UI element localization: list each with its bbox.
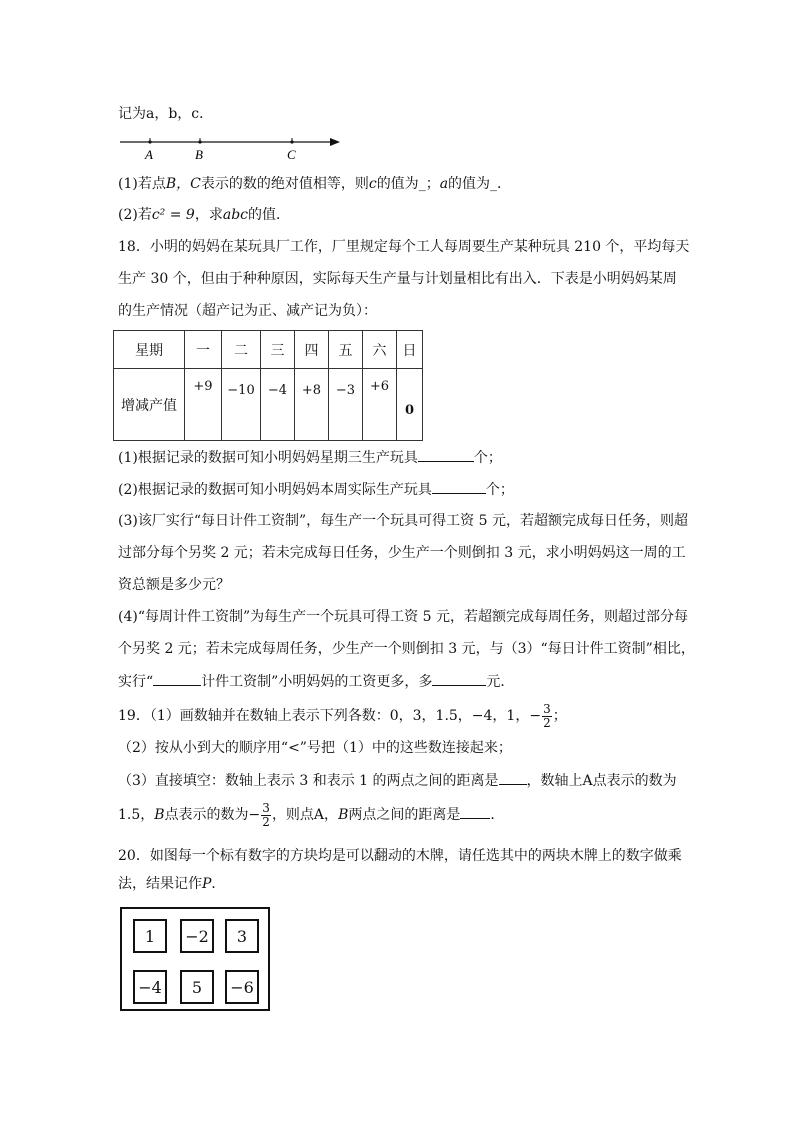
value-cell: 0: [397, 369, 423, 441]
q18-sub1: [118, 447, 502, 468]
q18-sub4-text: 元．: [486, 674, 515, 690]
value-cell: +8: [295, 369, 329, 441]
answer-blank: [432, 479, 486, 494]
point-a-dot: [148, 140, 151, 143]
point-b-dot: [198, 140, 201, 143]
q19-text: ．: [490, 807, 505, 823]
answer-blank: [499, 770, 527, 785]
intro-line: 记为a，b，c．: [118, 106, 214, 122]
answer-blank: _: [490, 176, 498, 192]
q19-line3: [118, 770, 677, 791]
q17-text: ，求: [194, 207, 223, 223]
day-cell: 日: [397, 331, 423, 369]
row-label-cell: 增减产值: [114, 369, 185, 441]
point-c-label: C: [287, 147, 296, 162]
q17-var: a: [439, 176, 449, 192]
q19-text: ；: [552, 708, 567, 724]
q17-text: ．: [497, 176, 512, 192]
q19-line4: [118, 800, 504, 830]
q20-line1: 20．如图每一个标有数字的方块均是可以翻动的木牌，请任选其中的两块木牌上的数字做乘: [118, 848, 682, 864]
production-table: [113, 330, 423, 441]
day-cell: 三: [261, 331, 295, 369]
q19-text: （3）直接填空：数轴上表示 3 和表示 1 的两点之间的距离是: [118, 773, 499, 789]
value-cell: −3: [329, 369, 363, 441]
q20-var: P: [202, 876, 212, 892]
day-cell: 六: [363, 331, 397, 369]
answer-blank: [153, 671, 201, 686]
wooden-card: 5: [180, 970, 214, 1004]
answer-blank: [418, 447, 474, 462]
table-header-row: [114, 331, 423, 369]
q19-line2: （2）按从小到大的顺序用“<”号把（1）中的这些数连接起来；: [118, 740, 512, 756]
fraction: [542, 703, 552, 730]
q18-sub3-line3: 资总额是多少元？: [118, 577, 230, 593]
q19-text: 19．（1）画数轴并在数轴上表示下列各数：0，3，1.5，−4，1，−: [118, 708, 542, 724]
q17-text: ；: [425, 176, 440, 192]
q18-sub3-line2: 过部分每个另奖 2 元；若未完成每日任务，少生产一个则倒扣 3 元，求小明妈妈这一周的工: [118, 545, 686, 561]
q17-var: c: [368, 176, 377, 192]
q18-sub2-text: (2)根据记录的数据可知小明妈妈本周实际生产玩具: [118, 482, 432, 498]
day-cell: 一: [185, 331, 222, 369]
q19-text: 两点之间的距离是: [348, 807, 461, 823]
q17-text: 表示的数的绝对值相等，则: [200, 176, 369, 192]
wooden-card: 1: [133, 919, 167, 953]
q18-sub1-tail: 个；: [473, 450, 502, 466]
q17-text: 的值．: [248, 207, 290, 223]
table-value-row: [114, 369, 423, 441]
value-cell: +9: [185, 369, 222, 441]
fraction-denominator: 2: [262, 814, 270, 829]
q17-text: 的值为: [448, 176, 491, 192]
fraction-denominator: 2: [543, 715, 551, 730]
fraction-numerator: 3: [543, 701, 551, 716]
q18-sub4-text: 实行“: [118, 674, 154, 690]
q18-line3: 的生产情况（超产记为正、减产记为负）：: [118, 303, 377, 319]
q18-sub1-text: (1)根据记录的数据可知小明妈妈星期三生产玩具: [118, 450, 418, 466]
q19-var: B: [338, 807, 349, 823]
point-c-dot: [290, 140, 293, 143]
q19-text: 点表示的数为−: [164, 807, 261, 823]
number-line-figure: [118, 132, 348, 162]
q19-text: ，数轴上A点表示的数为: [526, 773, 677, 789]
wooden-card: −4: [133, 970, 167, 1004]
fraction: [261, 802, 271, 829]
q18-sub2: [118, 479, 514, 500]
q18-sub4-line3: [118, 671, 514, 692]
q17-equation: c² = 9: [151, 207, 195, 223]
answer-blank: [460, 804, 490, 819]
value-cell: −10: [222, 369, 261, 441]
q18-sub4-line1: (4)“每周计件工资制”为每生产一个玩具可得工资 5 元，若超额完成每周任务，则超过部分每: [118, 609, 688, 625]
q17-text: 的值为: [376, 176, 419, 192]
q19-text: 1.5，: [118, 807, 155, 823]
q18-line1: 18．小明的妈妈在某玩具厂工作，厂里规定每个工人每周要生产某种玩具 210 个，平均每天: [118, 239, 690, 255]
answer-blank: _: [418, 176, 426, 192]
header-label-cell: 星期: [114, 331, 185, 369]
q20-line2: [118, 874, 225, 894]
q19-line1: [118, 701, 567, 731]
wooden-cards-frame: [120, 907, 270, 1011]
q18-sub4-line2: 个另奖 2 元；若未完成每周任务，少生产一个则倒扣 3 元，与（3）“每日计件工资制”相比，: [118, 641, 695, 657]
day-cell: 五: [329, 331, 363, 369]
q18-sub2-tail: 个；: [485, 482, 514, 498]
q18-line2: 生产 30 个，但由于种种原因，实际每天生产量与计划量相比有出入．下表是小明妈妈某周: [118, 271, 677, 287]
day-cell: 四: [295, 331, 329, 369]
day-cell: 二: [222, 331, 261, 369]
fraction-numerator: 3: [262, 800, 270, 815]
q17-var: abc: [222, 207, 248, 223]
q17-text: (1)若点: [118, 176, 166, 192]
number-line-arrow: [330, 138, 340, 146]
q18-sub3-line1: (3)该厂实行“每日计件工资制”，每生产一个玩具可得工资 5 元，若超额完成每日任务，则超: [118, 513, 688, 529]
wooden-card: 3: [225, 919, 259, 953]
q20-text: ．: [211, 876, 226, 892]
value-cell: +6: [363, 369, 397, 441]
answer-blank: [432, 671, 486, 686]
wooden-card: −2: [180, 919, 214, 953]
q17-part2: [118, 205, 290, 225]
q17-text: (2)若: [118, 207, 152, 223]
point-a-label: A: [145, 147, 153, 162]
wooden-card: −6: [225, 970, 259, 1004]
point-b-label: B: [195, 147, 203, 162]
q17-part1: [118, 174, 511, 194]
value-cell: −4: [261, 369, 295, 441]
q20-text: 法，结果记作: [118, 876, 202, 892]
q17-var: B，C: [165, 176, 201, 192]
q19-text: ，则点A，: [271, 807, 339, 823]
q19-var: B: [154, 807, 165, 823]
q18-sub4-text: 计件工资制”小明妈妈的工资更多，多: [201, 674, 433, 690]
